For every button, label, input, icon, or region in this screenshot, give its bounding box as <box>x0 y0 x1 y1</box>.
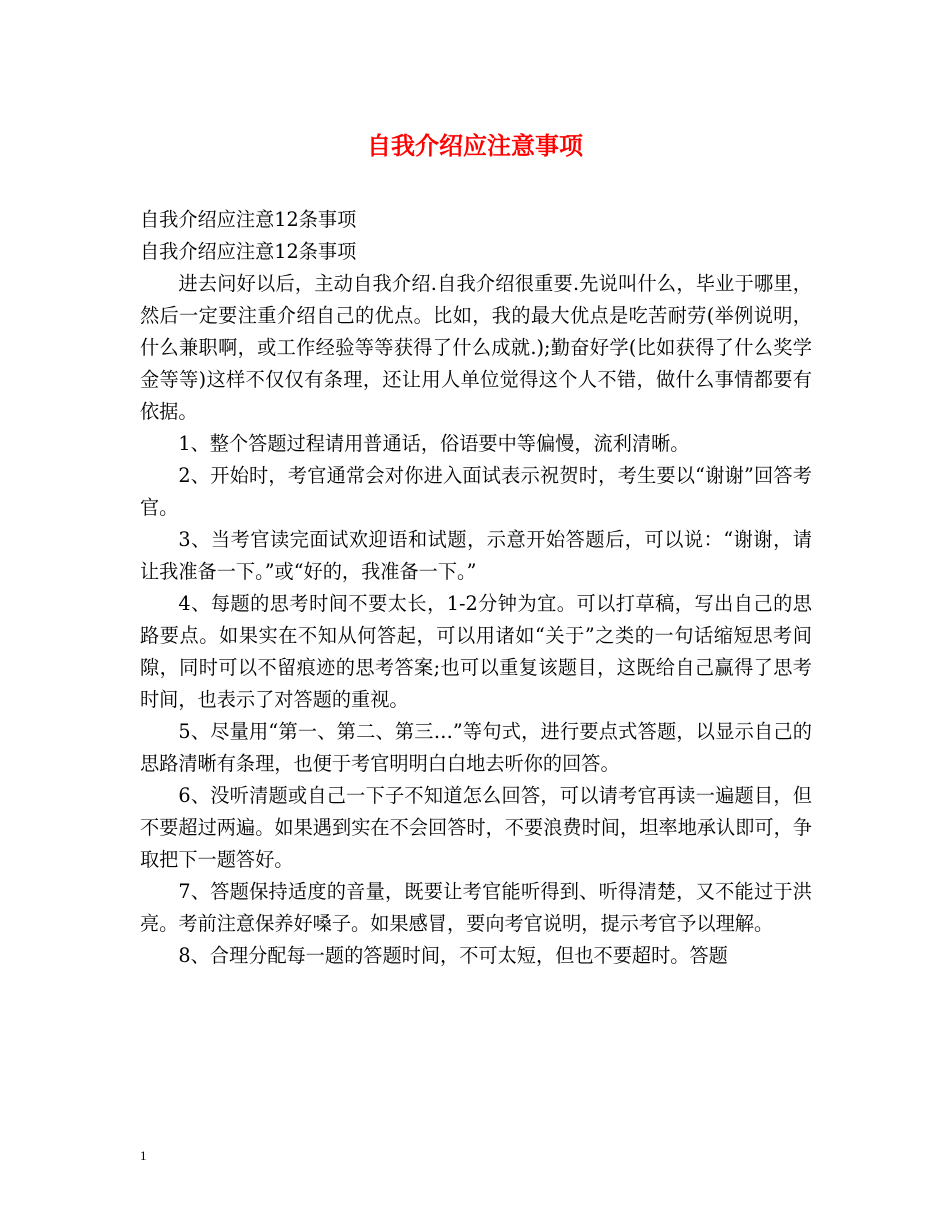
tip-paragraph-2: 2、开始时，考官通常会对你进入面试表示祝贺时，考生要以“谢谢”回答考官。 <box>140 464 812 519</box>
tip-paragraph-5: 5、尽量用“第一、第二、第三…”等句式，进行要点式答题，以显示自己的思路清晰有条理，也便于考官明明白白地去听你的回答。 <box>140 720 812 775</box>
subtitle-line: 自我介绍应注意12条事项 <box>140 208 357 231</box>
document-title: 自我介绍应注意事项 <box>367 131 583 160</box>
tip-paragraph-8: 8、合理分配每一题的答题时间，不可太短，但也不要超时。答题 <box>178 944 728 967</box>
subtitle-line: 自我介绍应注意12条事项 <box>140 240 357 263</box>
document-body <box>140 204 812 972</box>
page-number: 1 <box>140 1148 147 1163</box>
tip-paragraph-4: 4、每题的思考时间不要太长，1-2分钟为宜。可以打草稿，写出自己的思路要点。如果实在不知从何答起，可以用诸如“关于”之类的一句话缩短思考间隙，同时可以不留痕迹的思考答案;也可以重复该题目，这既给自己赢得了思考时间，也表示了对答题的重视。 <box>140 592 812 711</box>
intro-paragraph: 进去问好以后，主动自我介绍.自我介绍很重要.先说叫什么，毕业于哪里，然后一定要注重介绍自己的优点。比如，我的最大优点是吃苦耐劳(举例说明，什么兼职啊，或工作经验等等获得了什么成就.);勤奋好学(比如获得了什么奖学金等等)这样不仅仅有条理，还让用人单位觉得这个人不错，做什么事情都要有依据。 <box>140 272 812 423</box>
tip-paragraph-6: 6、没听清题或自己一下子不知道怎么回答，可以请考官再读一遍题目，但不要超过两遍。如果遇到实在不会回答时，不要浪费时间，坦率地承认即可，争取把下一题答好。 <box>140 784 812 871</box>
tip-paragraph-7: 7、答题保持适度的音量，既要让考官能听得到、听得清楚，又不能过于洪亮。考前注意保养好嗓子。如果感冒，要向考官说明，提示考官予以理解。 <box>140 880 812 935</box>
tip-paragraph-1: 1、整个答题过程请用普通话，俗语要中等偏慢，流利清晰。 <box>178 432 690 455</box>
tip-paragraph-3: 3、当考官读完面试欢迎语和试题，示意开始答题后，可以说：“谢谢，请让我准备一下。”或“好的，我准备一下。” <box>140 528 812 583</box>
